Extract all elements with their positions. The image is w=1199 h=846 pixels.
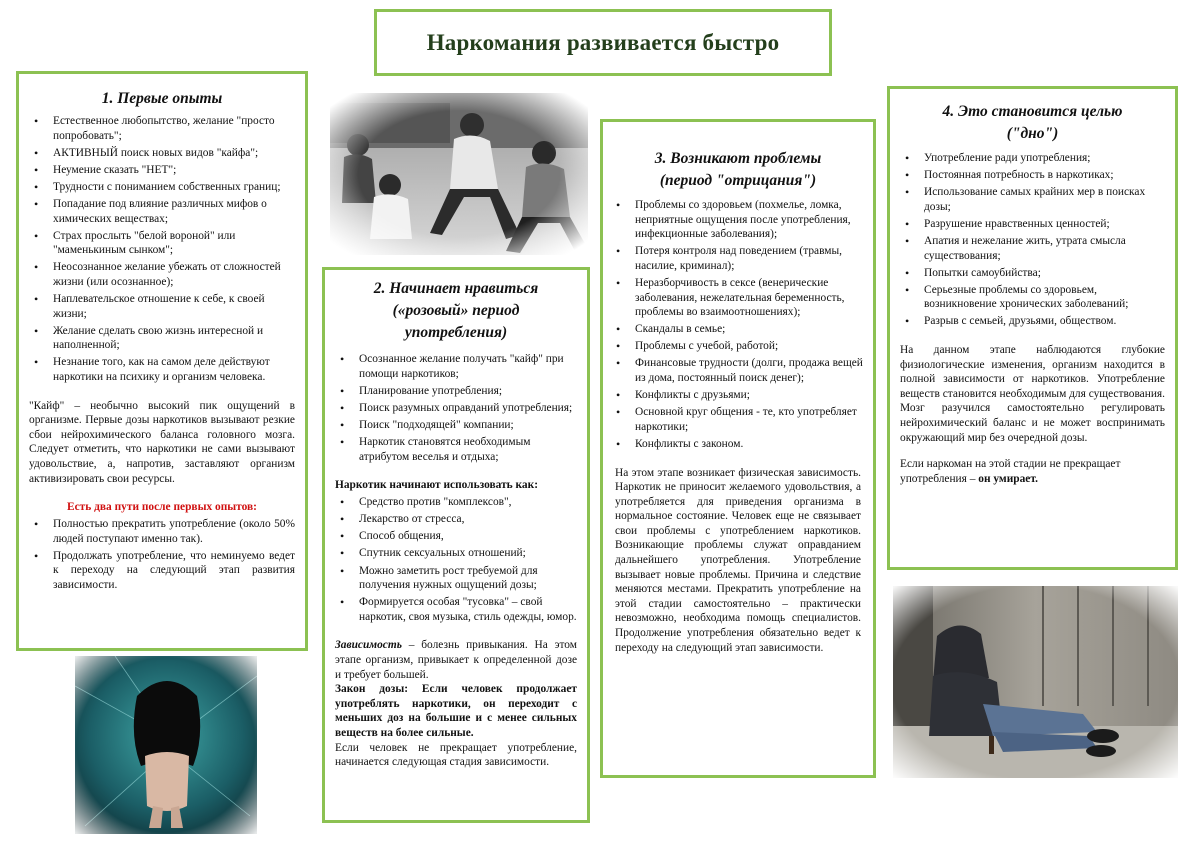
list-item: • Полностью прекратить употребление (около 50% людей поступают именно так). (29, 517, 295, 546)
list-item: • АКТИВНЫЙ поиск новых видов "кайфа"; (29, 146, 295, 161)
list-item: • Потеря контроля над поведением (травмы, насилие, криминал); (611, 244, 865, 273)
list-item: • Попытки самоубийства; (900, 266, 1165, 281)
list-item: • Финансовые трудности (долги, продажа вещей из дома, постоянный поиск денег); (611, 356, 865, 385)
list-item: • Поиск "подходящей" компании; (335, 418, 577, 433)
stage3-list (611, 198, 865, 452)
stage1-heading: 1. Первые опыты (101, 90, 223, 107)
list-item: • Планирование употребления; (335, 384, 577, 399)
stage3-heading-line2: (период "отрицания") (659, 172, 817, 189)
stage1-box (16, 71, 308, 651)
list-item: • Формируется особая "тусовка" – свой наркотик, своя музыка, стиль одежды, юмор. (335, 595, 577, 624)
list-item: • Средство против "комплексов", (335, 495, 577, 510)
dependency-text: – болезнь привыкания. На этом этапе организм, привыкает к определенной дозе и требует большей. (335, 639, 577, 681)
list-item: • Постоянная потребность в наркотиках; (900, 168, 1165, 183)
title-box (374, 9, 832, 76)
stage2-usage-list (335, 495, 577, 624)
stage2-heading-line3: употребления) (404, 324, 508, 341)
list-item: • Желание сделать свою жизнь интересной и наполненной; (29, 324, 295, 353)
stage2-box (322, 267, 590, 823)
stage2-heading (335, 278, 577, 344)
dependency-term: Зависимость (335, 639, 402, 652)
stage1-list (29, 114, 295, 385)
list-item: • Разрушение нравственных ценностей; (900, 217, 1165, 232)
man-sitting-by-wall-photo (893, 586, 1178, 778)
stage4-heading (900, 101, 1165, 145)
stage4-heading-line1: 4. Это становится целью (942, 103, 1123, 120)
list-item: • Конфликты с законом. (611, 437, 865, 452)
girl-crouching-photo (75, 656, 257, 834)
list-item: • Незнание того, как на самом деле действуют наркотики на психику и организм человека. (29, 355, 295, 384)
list-item: • Трудности с пониманием собственных границ; (29, 180, 295, 195)
stage4-list (900, 151, 1165, 329)
list-item: • Попадание под влияние различных мифов о химических веществах; (29, 197, 295, 226)
list-item: • Неумение сказать "НЕТ"; (29, 163, 295, 178)
stage2-dose-law (335, 682, 577, 740)
list-item: • Проблемы с учебой, работой; (611, 339, 865, 354)
list-item: • Спутник сексуальных отношений; (335, 546, 577, 561)
list-item: • Лекарство от стресса, (335, 512, 577, 527)
stage2-heading-line2: («розовый» период (392, 302, 520, 319)
list-item: • Естественное любопытство, желание "просто попробовать"; (29, 114, 295, 143)
stage3-paragraph: На этом этапе возникает физическая зависимость. Наркотик не приносит желаемого удовольствия, а употребляется для приведения организма в нормальное состояние. Человек еще не связывает свои проблемы с употреблением наркотиков. Возникающие проблемы служат оправданием дальнейшего употребления. Употребление вызывает новые проблемы. Причина и следствие меняются местами. Прекратить употребление на этой стадии самостоятельно – практически невозможно, необходима помощь специалистов. Продолжение употребления обязательно ведет к переходу на следующий этап зависимости. (615, 466, 861, 654)
list-item: • Употребление ради употребления; (900, 151, 1165, 166)
list-item: • Основной круг общения - те, кто употребляет наркотики; (611, 405, 865, 434)
stage2-usage-title: Наркотик начинают использовать как: (335, 479, 538, 492)
stage4-box (887, 86, 1178, 570)
stage3-heading-line1: 3. Возникают проблемы (654, 150, 822, 167)
list-item: • Наплевательское отношение к себе, к своей жизни; (29, 292, 295, 321)
list-item: • Неосознанное желание убежать от сложностей жизни (или осознанное); (29, 260, 295, 289)
list-item: • Способ общения, (335, 529, 577, 544)
stage4-closing (900, 457, 1165, 486)
stage4-closing-text: Если наркоман на этой стадии не прекращает употребления – (900, 458, 1121, 485)
stage2-closing: Если человек не прекращает употребление, начинается следующая стадия зависимости. (335, 741, 577, 769)
list-item: • Проблемы со здоровьем (похмелье, ломка, неприятные ощущения после употребления, инфекционные заболевания); (611, 198, 865, 242)
list-item: • Осознанное желание получать "кайф" при помощи наркотиков; (335, 352, 577, 381)
stage2-dependency-paragraph (335, 638, 577, 682)
stage1-paths-title: Есть два пути после первых опытов: (67, 501, 257, 514)
list-item: • Использование самых крайних мер в поисках дозы; (900, 185, 1165, 214)
list-item: • Страх прослыть "белой вороной" или "маменькиным сынком"; (29, 229, 295, 258)
stage2-list (335, 352, 577, 464)
stage1-paths-list (29, 517, 295, 592)
stage4-paragraph: На данном этапе наблюдаются глубокие физиологические изменения, организм находится в полной зависимости от наркотиков. Употребление веществ становится необходимым для существования. Мозг разучился самостоятельно регулировать нейрохимический баланс и не может воспринимать окружающий мир без очередной дозы. (900, 344, 1166, 444)
list-item: • Можно заметить рост требуемой для получения нужных ощущений дозы; (335, 564, 577, 593)
stage4-heading-line2: ("дно") (1006, 125, 1059, 142)
list-item: • Конфликты с друзьями; (611, 388, 865, 403)
page-title: Наркомания развивается быстро (426, 29, 780, 55)
stage3-heading (611, 148, 865, 192)
list-item: • Серьезные проблемы со здоровьем, возникновение хронических заболеваний; (900, 283, 1165, 312)
list-item: • Поиск разумных оправданий употребления; (335, 401, 577, 416)
list-item: • Апатия и нежелание жить, утрата смысла существования; (900, 234, 1165, 263)
teens-sitting-photo (330, 93, 588, 255)
stage3-box (600, 119, 876, 778)
stage1-paragraph: "Кайф" – необычно высокий пик ощущений в организме. Первые дозы наркотиков вызывают резкие сбои нейрохимического баланса головного мозга. Следует отметить, что наркотики не сами вызывают удовольствие, а, напротив, заставляют организм активизировать свои ресурсы. (29, 399, 295, 485)
dose-law-text: Если человек продолжает употреблять наркотики, он переходит с меньших доз на большие и с менее сильных веществ на более сильные. (335, 683, 577, 739)
list-item: • Наркотик становятся необходимым атрибутом веселья и отдыха; (335, 435, 577, 464)
stage2-heading-line1: 2. Начинает нравиться (373, 280, 539, 297)
list-item: • Неразборчивость в сексе (венерические заболевания, нежелательная беременность, проблемы во взаимоотношениях); (611, 276, 865, 320)
list-item: • Разрыв с семьей, друзьями, обществом. (900, 314, 1165, 329)
dose-law-label: Закон дозы: (335, 683, 409, 696)
list-item: • Продолжать употребление, что неминуемо ведет к переходу на следующий этап развития зависимости. (29, 549, 295, 593)
stage4-closing-bold: он умирает. (978, 472, 1038, 485)
list-item: • Скандалы в семье; (611, 322, 865, 337)
